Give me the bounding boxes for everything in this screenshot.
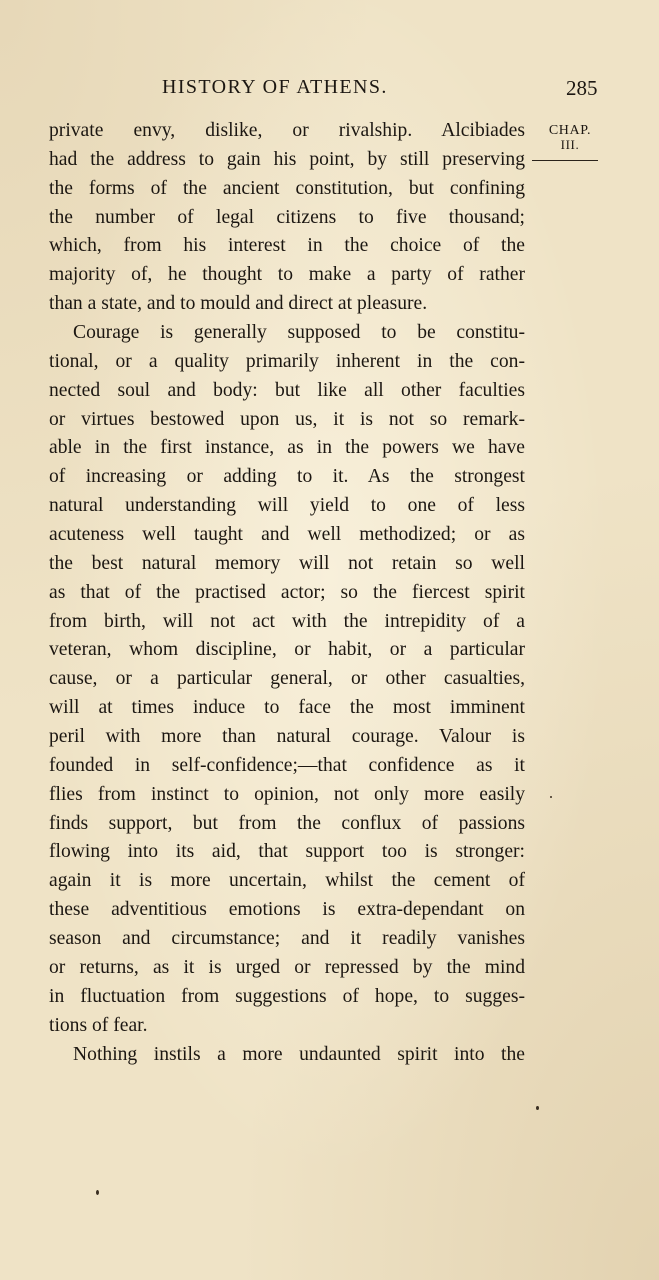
paper-speck — [536, 1106, 539, 1110]
text-line: in fluctuation from suggestions of hope, to sugges- — [49, 985, 525, 1007]
text-line: private envy, dislike, or rivalship. Alcibiades — [49, 120, 525, 141]
text-line: founded in self-confidence;—that confidence as it — [49, 754, 525, 776]
page-number: 285 — [566, 76, 598, 100]
paragraph-start-line: Courage is generally supposed to be constitu- — [73, 322, 525, 344]
paragraph-end-line: tions of fear. — [49, 1014, 148, 1036]
running-title: HISTORY OF ATHENS. — [162, 76, 388, 98]
text-line: able in the first instance, as in the powers we have — [49, 437, 525, 459]
text-line: flowing into its aid, that support too is stronger: — [49, 841, 525, 863]
chapter-marginal-note — [540, 123, 600, 151]
chapter-label: CHAP. — [548, 123, 592, 138]
text-line: tional, or a quality primarily inherent in the con- — [49, 350, 525, 372]
text-line: cause, or a particular general, or other casualties, — [49, 668, 525, 690]
paper-speck — [550, 796, 552, 798]
text-line: the best natural memory will not retain so well — [49, 552, 525, 574]
text-line: these adventitious emotions is extra-dependant on — [49, 899, 525, 921]
text-line: as that of the practised actor; so the fiercest spirit — [49, 581, 525, 603]
text-line: again it is more uncertain, whilst the cement of — [49, 870, 525, 892]
text-line: the forms of the ancient constitution, but confining — [49, 177, 525, 199]
running-head — [0, 76, 659, 104]
text-line: will at times induce to face the most imminent — [49, 697, 525, 719]
text-line: majority of, he thought to make a party of rather — [49, 264, 525, 286]
text-line: finds support, but from the conflux of passions — [49, 812, 525, 834]
text-line: from birth, will not act with the intrepidity of a — [49, 610, 525, 632]
text-line: natural understanding will yield to one of less — [49, 495, 525, 517]
text-line: the number of legal citizens to five thousand; — [49, 206, 525, 228]
paper-speck — [96, 1190, 99, 1195]
text-line: of increasing or adding to it. As the strongest — [49, 466, 525, 488]
marginal-rule — [532, 160, 598, 161]
text-line: acuteness well taught and well methodized; or as — [49, 524, 525, 546]
text-line: veteran, whom discipline, or habit, or a particular — [49, 639, 525, 661]
paragraph-start-line: Nothing instils a more undaunted spirit into the — [73, 1043, 525, 1065]
body-text — [49, 117, 525, 1069]
text-line: which, from his interest in the choice of the — [49, 235, 525, 257]
text-line: had the address to gain his point, by still preserving — [49, 148, 525, 170]
paragraph-end-line: than a state, and to mould and direct at pleasure. — [49, 293, 428, 315]
text-line: or virtues bestowed upon us, it is not so remark- — [49, 408, 525, 430]
text-line: peril with more than natural courage. Valour is — [49, 726, 525, 748]
text-line: or returns, as it is urged or repressed by the mind — [49, 956, 525, 978]
chapter-number: III. — [560, 137, 580, 152]
text-line: nected soul and body: but like all other faculties — [49, 379, 525, 401]
text-line: season and circumstance; and it readily vanishes — [49, 928, 525, 950]
text-line: flies from instinct to opinion, not only more easily — [49, 783, 525, 805]
